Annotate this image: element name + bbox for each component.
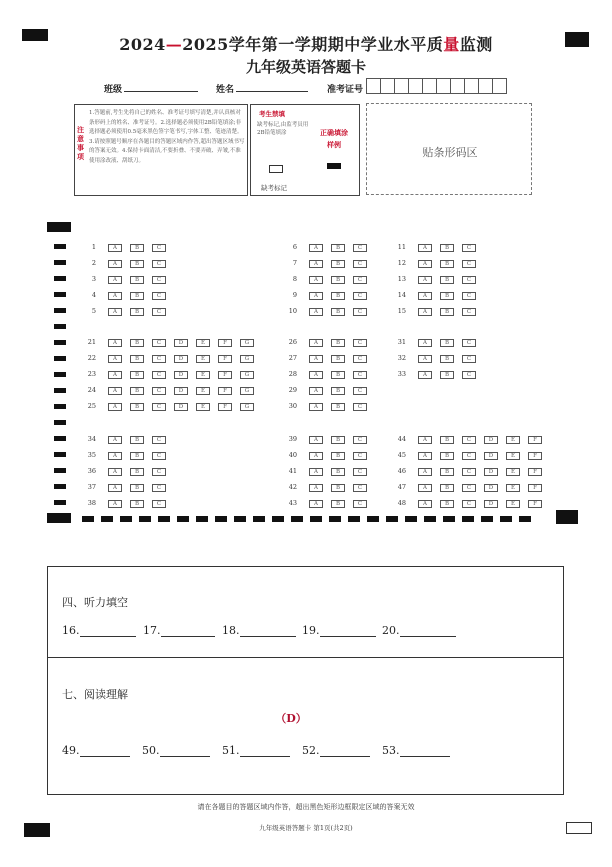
blank-49-label: 49. xyxy=(62,744,80,757)
class-field[interactable] xyxy=(124,91,198,92)
answer-bubble[interactable]: B xyxy=(130,244,144,252)
answer-bubble[interactable]: B xyxy=(130,452,144,460)
blank-53-label: 53. xyxy=(382,744,400,757)
absent-checkbox[interactable] xyxy=(269,165,283,173)
answer-bubble[interactable]: A xyxy=(108,452,122,460)
answer-bubble[interactable]: A xyxy=(108,292,122,300)
answer-bubble[interactable]: A xyxy=(309,292,323,300)
name-label: 姓名 xyxy=(216,85,235,95)
answer-bubble[interactable]: A xyxy=(309,260,323,268)
answer-bubble[interactable]: B xyxy=(440,484,454,492)
answer-bubble[interactable]: E xyxy=(196,403,210,411)
answer-bubble[interactable]: C xyxy=(353,468,367,476)
answer-bubble[interactable]: B xyxy=(331,276,345,284)
question-number: 46 xyxy=(397,467,406,475)
answer-bubble[interactable]: E xyxy=(506,436,520,444)
footnote: 请在各题目的答题区域内作答，超出黑色矩形边框限定区域的答案无效 xyxy=(197,803,415,811)
answer-bubble[interactable]: C xyxy=(353,500,367,508)
answer-bubble[interactable]: A xyxy=(418,436,432,444)
question-number: 34 xyxy=(87,435,96,443)
question-number: 28 xyxy=(288,370,297,378)
timing-mark xyxy=(215,516,227,522)
answer-bubble[interactable]: D xyxy=(174,387,188,395)
question-number: 42 xyxy=(288,483,297,491)
answer-bubble[interactable]: G xyxy=(240,371,254,379)
question-number: 13 xyxy=(397,275,406,283)
timing-mark xyxy=(500,516,512,522)
answer-bubble[interactable]: C xyxy=(353,308,367,316)
answer-bubble[interactable]: A xyxy=(309,500,323,508)
timing-mark xyxy=(54,308,66,313)
blank-19-label: 19. xyxy=(302,624,320,637)
question-number: 10 xyxy=(288,307,297,315)
answer-bubble[interactable]: C xyxy=(462,452,476,460)
fill-example-mark xyxy=(327,163,341,169)
answer-bubble[interactable]: A xyxy=(418,276,432,284)
answer-bubble[interactable]: F xyxy=(528,468,542,476)
question-number: 15 xyxy=(397,307,406,315)
answer-bubble[interactable]: E xyxy=(196,387,210,395)
timing-mark xyxy=(54,388,66,393)
blank-16-field[interactable] xyxy=(80,636,136,637)
answer-bubble[interactable]: B xyxy=(331,387,345,395)
answer-bubble[interactable]: A xyxy=(108,244,122,252)
question-number: 41 xyxy=(288,467,297,475)
answer-bubble[interactable]: B xyxy=(130,308,144,316)
answer-bubble[interactable]: E xyxy=(506,500,520,508)
answer-bubble[interactable]: C xyxy=(152,276,166,284)
answer-bubble[interactable]: B xyxy=(331,403,345,411)
answer-bubble[interactable]: B xyxy=(130,355,144,363)
timing-mark xyxy=(158,516,170,522)
timing-mark xyxy=(54,452,66,457)
answer-bubble[interactable]: C xyxy=(152,260,166,268)
answer-bubble[interactable]: A xyxy=(108,339,122,347)
answer-bubble[interactable]: A xyxy=(108,484,122,492)
question-number: 37 xyxy=(87,483,96,491)
answer-bubble[interactable]: C xyxy=(152,500,166,508)
answer-bubble[interactable]: D xyxy=(484,484,498,492)
question-number: 14 xyxy=(397,291,406,299)
answer-bubble[interactable]: A xyxy=(108,436,122,444)
question-number: 36 xyxy=(87,467,96,475)
question-number: 38 xyxy=(87,499,96,507)
answer-bubble[interactable]: B xyxy=(331,244,345,252)
question-number: 5 xyxy=(91,307,96,315)
answer-bubble[interactable]: E xyxy=(196,355,210,363)
answer-bubble[interactable]: E xyxy=(196,339,210,347)
exam-number-grid[interactable] xyxy=(367,78,507,94)
answer-bubble[interactable]: C xyxy=(152,371,166,379)
answer-bubble[interactable]: B xyxy=(331,484,345,492)
blank-18-label: 18. xyxy=(222,624,240,637)
answer-bubble[interactable]: A xyxy=(108,403,122,411)
timing-mark xyxy=(54,420,66,425)
answer-bubble[interactable]: B xyxy=(331,355,345,363)
timing-mark xyxy=(424,516,436,522)
answer-bubble[interactable]: B xyxy=(130,500,144,508)
timing-mark xyxy=(120,516,132,522)
answer-bubble[interactable]: B xyxy=(130,339,144,347)
blank-16-label: 16. xyxy=(62,624,80,637)
question-number: 12 xyxy=(397,259,406,267)
question-number: 11 xyxy=(397,243,406,251)
answer-bubble[interactable]: B xyxy=(440,452,454,460)
answer-bubble[interactable]: C xyxy=(353,276,367,284)
timing-mark xyxy=(481,516,493,522)
answer-bubble[interactable]: C xyxy=(353,339,367,347)
answer-bubble[interactable]: C xyxy=(353,403,367,411)
timing-mark xyxy=(253,516,265,522)
answer-bubble[interactable]: F xyxy=(528,436,542,444)
answer-bubble[interactable]: A xyxy=(309,244,323,252)
answer-bubble[interactable]: B xyxy=(440,276,454,284)
answer-bubble[interactable]: C xyxy=(353,260,367,268)
question-number: 40 xyxy=(288,451,297,459)
timing-mark xyxy=(54,372,66,377)
answer-bubble[interactable]: A xyxy=(309,387,323,395)
blank-52-label: 52. xyxy=(302,744,320,757)
absent-mark-box xyxy=(250,104,360,196)
barcode-area xyxy=(366,103,532,195)
answer-bubble[interactable]: C xyxy=(152,244,166,252)
answer-bubble[interactable]: C xyxy=(353,355,367,363)
timing-mark xyxy=(519,516,531,522)
blank-51-field[interactable] xyxy=(240,756,290,757)
timing-mark xyxy=(54,484,66,489)
timing-mark xyxy=(386,516,398,522)
answer-bubble[interactable]: A xyxy=(309,468,323,476)
answer-bubble[interactable]: A xyxy=(418,500,432,508)
timing-mark xyxy=(310,516,322,522)
answer-bubble[interactable]: C xyxy=(152,436,166,444)
answer-bubble[interactable]: C xyxy=(353,436,367,444)
notice-label: 注意事项 xyxy=(77,125,84,161)
answer-bubble[interactable]: A xyxy=(309,436,323,444)
answer-bubble[interactable]: F xyxy=(218,371,232,379)
blank-51-label: 51. xyxy=(222,744,240,757)
timing-mark xyxy=(405,516,417,522)
question-number: 25 xyxy=(87,402,96,410)
answer-bubble[interactable]: A xyxy=(108,371,122,379)
answer-bubble[interactable]: C xyxy=(152,452,166,460)
answer-bubble[interactable]: A xyxy=(418,484,432,492)
answer-bubble[interactable]: G xyxy=(240,355,254,363)
answer-bubble[interactable]: C xyxy=(462,468,476,476)
answer-bubble[interactable]: C xyxy=(462,339,476,347)
answer-bubble[interactable]: C xyxy=(152,484,166,492)
answer-bubble[interactable]: B xyxy=(130,371,144,379)
answer-bubble[interactable]: A xyxy=(309,371,323,379)
blank-17-label: 17. xyxy=(143,624,161,637)
answer-bubble[interactable]: A xyxy=(309,339,323,347)
answer-bubble[interactable]: B xyxy=(440,355,454,363)
answer-bubble[interactable]: A xyxy=(108,468,122,476)
timing-mark xyxy=(54,356,66,361)
notice-box xyxy=(74,104,248,196)
answer-bubble[interactable]: C xyxy=(462,308,476,316)
answer-bubble[interactable]: C xyxy=(152,468,166,476)
answer-bubble[interactable]: A xyxy=(418,468,432,476)
question-number: 23 xyxy=(87,370,96,378)
answer-bubble[interactable]: A xyxy=(418,292,432,300)
answer-bubble[interactable]: A xyxy=(108,500,122,508)
blank-19-field[interactable] xyxy=(320,636,376,637)
answer-bubble[interactable]: F xyxy=(218,355,232,363)
answer-bubble[interactable]: B xyxy=(130,276,144,284)
answer-bubble[interactable]: G xyxy=(240,387,254,395)
question-number: 47 xyxy=(397,483,406,491)
timing-mark xyxy=(196,516,208,522)
question-number: 48 xyxy=(397,499,406,507)
answer-bubble[interactable]: D xyxy=(174,339,188,347)
answer-bubble[interactable]: F xyxy=(528,484,542,492)
timing-mark xyxy=(234,516,246,522)
answer-bubble[interactable]: C xyxy=(152,308,166,316)
timing-mark xyxy=(54,436,66,441)
answer-bubble[interactable]: F xyxy=(528,500,542,508)
answer-bubble[interactable]: B xyxy=(331,452,345,460)
answer-bubble[interactable]: A xyxy=(418,260,432,268)
timing-mark xyxy=(47,222,71,232)
timing-mark xyxy=(54,404,66,409)
answer-bubble[interactable]: B xyxy=(440,339,454,347)
answer-bubble[interactable]: C xyxy=(353,292,367,300)
answer-bubble[interactable]: C xyxy=(462,244,476,252)
answer-bubble[interactable]: B xyxy=(440,308,454,316)
answer-bubble[interactable]: D xyxy=(484,500,498,508)
answer-bubble[interactable]: C xyxy=(462,355,476,363)
blank-53-field[interactable] xyxy=(400,756,450,757)
timing-mark xyxy=(348,516,360,522)
fill-example-label: 正确填涂样例 xyxy=(320,128,348,149)
timing-mark xyxy=(47,513,71,523)
answer-bubble[interactable]: A xyxy=(108,260,122,268)
blank-18-field[interactable] xyxy=(240,636,296,637)
question-number: 33 xyxy=(397,370,406,378)
question-number: 6 xyxy=(292,243,297,251)
question-number: 7 xyxy=(292,259,297,267)
answer-bubble[interactable]: E xyxy=(506,452,520,460)
blank-20-field[interactable] xyxy=(400,636,456,637)
exam-number-label: 准考证号 xyxy=(327,85,364,95)
timing-mark xyxy=(443,516,455,522)
answer-bubble[interactable]: C xyxy=(152,403,166,411)
answer-bubble[interactable]: B xyxy=(440,468,454,476)
question-number: 27 xyxy=(288,354,297,362)
timing-mark xyxy=(82,516,94,522)
question-number: 1 xyxy=(91,243,96,251)
question-number: 43 xyxy=(288,499,297,507)
section-4-title: 四、听力填空 xyxy=(62,596,128,609)
answer-bubble[interactable]: B xyxy=(331,292,345,300)
answer-bubble[interactable]: A xyxy=(309,452,323,460)
answer-bubble[interactable]: B xyxy=(130,484,144,492)
question-number: 26 xyxy=(288,338,297,346)
timing-mark xyxy=(177,516,189,522)
class-label: 班级 xyxy=(104,85,123,95)
answer-bubble[interactable]: C xyxy=(152,292,166,300)
blank-49-field[interactable] xyxy=(80,756,130,757)
answer-bubble[interactable]: D xyxy=(174,371,188,379)
answer-bubble[interactable]: B xyxy=(331,260,345,268)
answer-bubble[interactable]: G xyxy=(240,339,254,347)
answer-bubble[interactable]: C xyxy=(353,244,367,252)
question-number: 30 xyxy=(288,402,297,410)
answer-bubble[interactable]: A xyxy=(309,484,323,492)
answer-bubble[interactable]: A xyxy=(309,276,323,284)
blank-17-field[interactable] xyxy=(161,636,215,637)
timing-mark xyxy=(329,516,341,522)
answer-bubble[interactable]: B xyxy=(130,387,144,395)
answer-bubble[interactable]: C xyxy=(462,260,476,268)
timing-mark xyxy=(54,276,66,281)
page-footer: 九年级英语答题卡 第1页(共2页) xyxy=(259,824,353,832)
answer-bubble[interactable]: E xyxy=(506,484,520,492)
answer-bubble[interactable]: C xyxy=(152,387,166,395)
page-title: 2024—2025学年第一学期期中学业水平质量监测 xyxy=(119,35,493,54)
answer-bubble[interactable]: A xyxy=(108,308,122,316)
answer-bubble[interactable]: C xyxy=(462,371,476,379)
answer-bubble[interactable]: F xyxy=(528,452,542,460)
question-number: 31 xyxy=(397,338,406,346)
answer-bubble[interactable]: B xyxy=(440,292,454,300)
timing-mark xyxy=(54,500,66,505)
question-number: 45 xyxy=(397,451,406,459)
blank-20-label: 20. xyxy=(382,624,400,637)
answer-bubble[interactable]: F xyxy=(218,387,232,395)
answer-bubble[interactable]: B xyxy=(130,436,144,444)
question-number: 24 xyxy=(87,386,96,394)
question-number: 44 xyxy=(397,435,406,443)
absent-mark-label: 缺考标记 xyxy=(261,184,287,192)
answer-bubble[interactable]: C xyxy=(353,387,367,395)
question-number: 35 xyxy=(87,451,96,459)
answer-bubble[interactable]: C xyxy=(462,436,476,444)
answer-bubble[interactable]: A xyxy=(309,403,323,411)
answer-bubble[interactable]: A xyxy=(108,276,122,284)
blank-50-label: 50. xyxy=(142,744,160,757)
answer-bubble[interactable]: B xyxy=(331,308,345,316)
answer-bubble[interactable]: C xyxy=(152,339,166,347)
question-number: 2 xyxy=(91,259,96,267)
answer-bubble[interactable]: E xyxy=(506,468,520,476)
answer-bubble[interactable]: B xyxy=(130,260,144,268)
answer-bubble[interactable]: A xyxy=(108,387,122,395)
blank-50-field[interactable] xyxy=(160,756,210,757)
answer-bubble[interactable]: D xyxy=(484,468,498,476)
timing-mark xyxy=(462,516,474,522)
answer-bubble[interactable]: E xyxy=(196,371,210,379)
answer-bubble[interactable]: A xyxy=(108,355,122,363)
timing-mark xyxy=(54,260,66,265)
section-divider xyxy=(47,657,564,658)
answer-bubble[interactable]: D xyxy=(174,403,188,411)
timing-mark xyxy=(54,244,66,249)
answer-bubble[interactable]: D xyxy=(484,452,498,460)
page-subtitle: 九年级英语答题卡 xyxy=(245,58,366,76)
answer-bubble[interactable]: A xyxy=(309,308,323,316)
blank-52-field[interactable] xyxy=(320,756,370,757)
answer-bubble[interactable]: B xyxy=(130,403,144,411)
answer-bubble[interactable]: C xyxy=(462,276,476,284)
question-number: 22 xyxy=(87,354,96,362)
answer-bubble[interactable]: B xyxy=(331,500,345,508)
answer-bubble[interactable]: A xyxy=(418,355,432,363)
timing-mark xyxy=(272,516,284,522)
question-number: 39 xyxy=(288,435,297,443)
answer-bubble[interactable]: B xyxy=(331,339,345,347)
absent-title: 考生禁填 xyxy=(259,110,285,118)
question-number: 9 xyxy=(292,291,297,299)
answer-bubble[interactable]: C xyxy=(462,484,476,492)
answer-bubble[interactable]: F xyxy=(218,403,232,411)
timing-mark xyxy=(291,516,303,522)
timing-mark xyxy=(139,516,151,522)
question-number: 21 xyxy=(87,338,96,346)
answer-bubble[interactable]: A xyxy=(418,308,432,316)
answer-bubble[interactable]: B xyxy=(130,468,144,476)
name-field[interactable] xyxy=(236,91,308,92)
answer-bubble[interactable]: B xyxy=(331,436,345,444)
answer-bubble[interactable]: C xyxy=(353,371,367,379)
answer-bubble[interactable]: B xyxy=(440,371,454,379)
timing-mark xyxy=(54,292,66,297)
answer-bubble[interactable]: B xyxy=(440,260,454,268)
barcode-label: 贴条形码区 xyxy=(422,146,478,159)
question-number: 4 xyxy=(91,291,96,299)
answer-bubble[interactable]: G xyxy=(240,403,254,411)
answer-bubble[interactable]: B xyxy=(440,500,454,508)
answer-bubble[interactable]: A xyxy=(418,371,432,379)
section-7-title: 七、阅读理解 xyxy=(62,688,128,701)
answer-bubble[interactable]: C xyxy=(462,292,476,300)
timing-mark xyxy=(101,516,113,522)
timing-mark xyxy=(54,324,66,329)
answer-bubble[interactable]: A xyxy=(418,244,432,252)
notice-text: 1.答题前,考生先将自己的姓名、准考证号填写清楚,并认真核对条形码上的姓名、准考证号。2.选择题必须使用2B铅笔填涂;非选择题必须使用0.5毫米黑色签字笔书写,字体工整、笔迹清楚。3.请按照题号顺序在各题目的答题区域内作答,超出答题区域书写的答案无效。4.保持卡面清洁,不要折叠、不要弄破、弄皱,不准使用涂改液、刮纸刀。 xyxy=(89,110,245,164)
question-number: 3 xyxy=(91,275,96,283)
answer-bubble[interactable]: A xyxy=(418,339,432,347)
answer-bubble[interactable]: C xyxy=(152,355,166,363)
question-number: 8 xyxy=(292,275,297,283)
answer-bubble[interactable]: A xyxy=(418,452,432,460)
timing-mark xyxy=(367,516,379,522)
timing-mark xyxy=(54,468,66,473)
answer-bubble[interactable]: A xyxy=(309,355,323,363)
answer-bubble[interactable]: B xyxy=(331,371,345,379)
answer-bubble[interactable]: B xyxy=(331,468,345,476)
answer-bubble[interactable]: B xyxy=(440,436,454,444)
timing-mark xyxy=(556,510,578,524)
answer-bubble[interactable]: B xyxy=(130,292,144,300)
answer-bubble[interactable]: D xyxy=(174,355,188,363)
absent-desc: 缺考标记,由监考员用2B铅笔填涂 xyxy=(257,122,309,136)
answer-bubble[interactable]: D xyxy=(484,436,498,444)
answer-bubble[interactable]: F xyxy=(218,339,232,347)
timing-mark xyxy=(54,340,66,345)
answer-bubble[interactable]: C xyxy=(353,452,367,460)
answer-bubble[interactable]: C xyxy=(353,484,367,492)
section-7-part-label: （D） xyxy=(275,712,307,725)
answer-bubble[interactable]: C xyxy=(462,500,476,508)
question-number: 32 xyxy=(397,354,406,362)
answer-bubble[interactable]: B xyxy=(440,244,454,252)
question-number: 29 xyxy=(288,386,297,394)
